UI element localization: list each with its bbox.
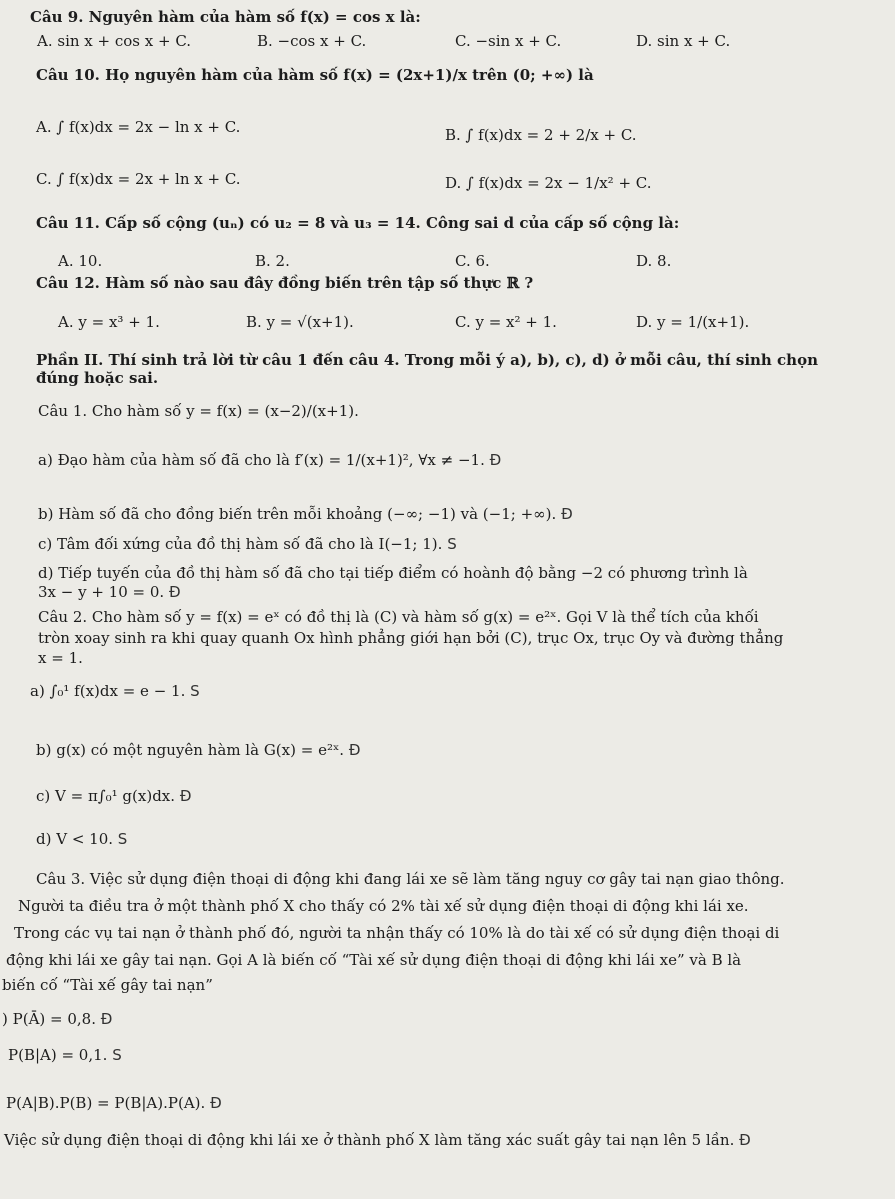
tf2-item-a-text: a) ∫₀¹ f(x)dx = e − 1. <box>30 682 186 700</box>
tf3-item-c <box>6 1094 222 1112</box>
tf3-stem-line1: Câu 3. Việc sử dụng điện thoại di động khi đang lái xe sẽ làm tăng nguy cơ gây tai nạn giao thông. <box>36 870 785 888</box>
tf3-stem-line5: biến cố “Tài xế gây tai nạn” <box>2 976 213 994</box>
tf3-stem-line3: Trong các vụ tai nạn ở thành phố đó, người ta nhận thấy có 10% là do tài xế có sử dụng điện thoại di <box>14 924 780 942</box>
q11-option-c: C. 6. <box>455 252 490 270</box>
tf3-stem-line2: Người ta điều tra ở một thành phố X cho thấy có 2% tài xế sử dụng điện thoại di động khi lái xe. <box>18 897 749 915</box>
q10-option-b: B. ∫ f(x)dx = 2 + 2/x + C. <box>445 126 637 144</box>
tf2-item-c-text: c) V = π∫₀¹ g(x)dx. <box>36 787 176 805</box>
tf2-item-a <box>30 682 200 700</box>
q9-option-d: D. sin x + C. <box>636 32 731 50</box>
tf2-item-d-mark: S <box>117 830 128 848</box>
q10-option-c: C. ∫ f(x)dx = 2x + ln x + C. <box>36 170 241 188</box>
tf1-item-b <box>38 505 573 523</box>
part2-title-line2: đúng hoặc sai. <box>36 369 159 387</box>
q12-stem: Câu 12. Hàm số nào sau đây đồng biến trên tập số thực ℝ ? <box>36 274 534 292</box>
q12-option-d: D. y = 1/(x+1). <box>636 313 750 331</box>
tf2-stem-line2: tròn xoay sinh ra khi quay quanh Ox hình phẳng giới hạn bởi (C), trục Ox, trục Oy và đường thẳng <box>38 629 784 647</box>
tf2-item-c <box>36 787 191 805</box>
part2-title-line1: Phần II. Thí sinh trả lời từ câu 1 đến câu 4. Trong mỗi ý a), b), c), d) ở mỗi câu, thí sinh chọn <box>36 351 818 369</box>
tf1-stem: Câu 1. Cho hàm số y = f(x) = (x−2)/(x+1). <box>38 402 359 420</box>
tf2-stem-line1: Câu 2. Cho hàm số y = f(x) = eˣ có đồ thị là (C) và hàm số g(x) = e²ˣ. Gọi V là thể tích của khối <box>38 608 759 626</box>
tf1-item-a-text: a) Đạo hàm của hàm số đã cho là f′(x) = 1/(x+1)², ∀x ≠ −1. <box>38 451 485 469</box>
tf3-item-d <box>4 1131 751 1149</box>
tf1-item-c <box>38 535 457 553</box>
tf2-item-d <box>36 830 127 848</box>
tf3-item-b-mark: S <box>112 1046 122 1064</box>
q12-option-c: C. y = x² + 1. <box>455 313 557 331</box>
tf3-item-b-text: P(B|A) = 0,1. <box>8 1046 108 1064</box>
q9-stem: Câu 9. Nguyên hàm của hàm số f(x) = cos x là: <box>30 8 421 26</box>
tf3-item-a <box>2 1010 112 1028</box>
q9-option-c: C. −sin x + C. <box>455 32 562 50</box>
tf1-item-a <box>38 451 501 469</box>
tf2-item-a-mark: S <box>190 682 200 700</box>
tf2-item-d-text: d) V < 10. <box>36 830 114 848</box>
q11-option-b: B. 2. <box>255 252 290 270</box>
q9-option-a: A. sin x + cos x + C. <box>37 32 192 50</box>
q10-option-a: A. ∫ f(x)dx = 2x − ln x + C. <box>36 118 241 136</box>
tf3-item-d-text: Việc sử dụng điện thoại di động khi lái xe ở thành phố X làm tăng xác suất gây tai nạn lên 5 lần. <box>4 1131 735 1149</box>
tf1-item-c-text: c) Tâm đối xứng của đồ thị hàm số đã cho là I(−1; 1). <box>38 535 443 553</box>
tf3-item-c-text: P(A|B).P(B) = P(B|A).P(A). <box>6 1094 206 1112</box>
q10-option-d: D. ∫ f(x)dx = 2x − 1/x² + C. <box>445 174 652 192</box>
tf2-item-b <box>36 741 361 759</box>
q10-stem: Câu 10. Họ nguyên hàm của hàm số f(x) = (2x+1)/x trên (0; +∞) là <box>36 66 594 84</box>
tf3-item-b <box>8 1046 122 1064</box>
tf2-item-c-mark: Đ <box>179 787 192 805</box>
tf1-item-c-mark: S <box>447 535 457 553</box>
tf2-item-b-mark: Đ <box>348 741 361 759</box>
tf2-stem-line3: x = 1. <box>38 649 83 667</box>
q11-stem: Câu 11. Cấp số cộng (uₙ) có u₂ = 8 và u₃ = 14. Công sai d của cấp số cộng là: <box>36 214 680 232</box>
tf1-item-a-mark: Đ <box>489 451 502 469</box>
tf2-item-b-text: b) g(x) có một nguyên hàm là G(x) = e²ˣ. <box>36 741 345 759</box>
tf3-item-c-mark: Đ <box>210 1094 222 1112</box>
tf1-item-b-mark: Đ <box>561 505 573 523</box>
q11-option-d: D. 8. <box>636 252 672 270</box>
tf1-item-d-mark: Đ <box>168 583 181 601</box>
tf3-item-a-mark: Đ <box>100 1010 113 1028</box>
tf1-item-b-text: b) Hàm số đã cho đồng biến trên mỗi khoảng (−∞; −1) và (−1; +∞). <box>38 505 557 523</box>
tf3-item-d-mark: Đ <box>739 1131 751 1149</box>
q12-option-a: A. y = x³ + 1. <box>58 313 160 331</box>
tf1-item-d-line2 <box>38 583 181 601</box>
tf1-item-d-line1: d) Tiếp tuyến của đồ thị hàm số đã cho tại tiếp điểm có hoành độ bằng −2 có phương trình là <box>38 564 748 582</box>
tf3-item-a-text: ) P(Ā) = 0,8. <box>2 1010 96 1028</box>
q12-option-b: B. y = √(x+1). <box>246 313 354 331</box>
tf3-stem-line4: động khi lái xe gây tai nạn. Gọi A là biến cố “Tài xế sử dụng điện thoại di động khi lái xe” và B là <box>6 951 742 969</box>
tf1-item-d-text: 3x − y + 10 = 0. <box>38 583 165 601</box>
q9-option-b: B. −cos x + C. <box>257 32 367 50</box>
q11-option-a: A. 10. <box>58 252 103 270</box>
